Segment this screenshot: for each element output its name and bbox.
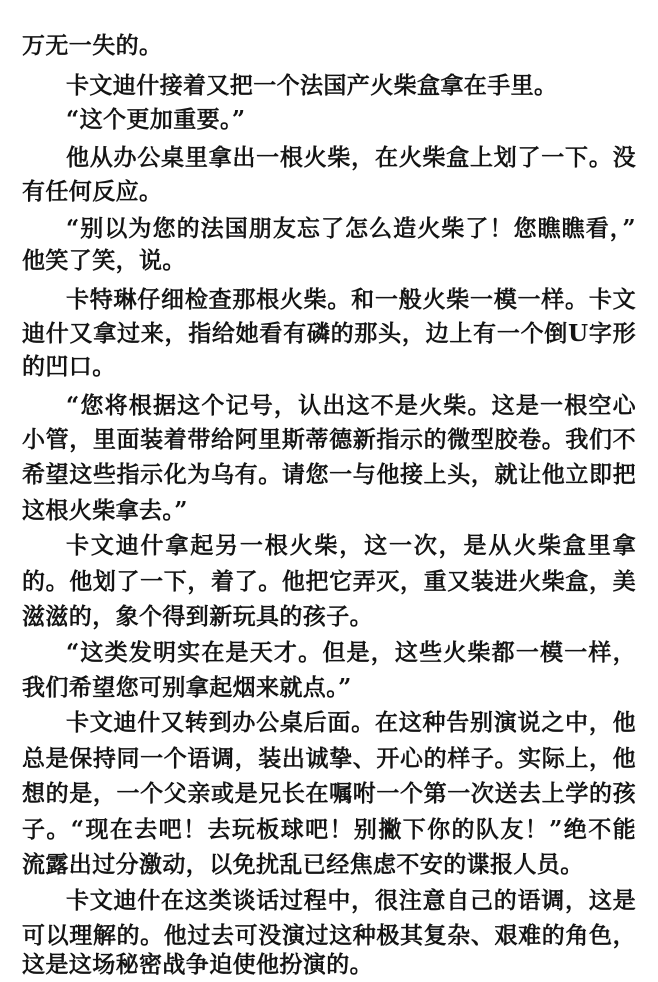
text-line: 卡文迪什在这类谈话过程中，很注意自己的语调，这是 xyxy=(66,887,636,914)
text-line: 迪什又拿过来，指给她看有磷的那头，边上有一个倒U字形 xyxy=(22,320,636,347)
text-line: “这类发明实在是天才。但是，这些火柴都一模一样， xyxy=(66,639,636,666)
text-line: 的。他划了一下，着了。他把它弄灭，重又装进火柴盒，美 xyxy=(22,568,636,595)
text-line: “您将根据这个记号，认出这不是火柴。这是一根空心 xyxy=(66,392,636,419)
text-line: 这是这场秘密战争迫使他扮演的。 xyxy=(22,951,373,978)
text-line: 万无一失的。 xyxy=(22,32,163,59)
text-line: 总是保持同一个语调，装出诚挚、开心的样子。实际上，他 xyxy=(22,745,636,772)
text-line: 的凹口。 xyxy=(22,353,116,380)
text-line: 他笑了笑，说。 xyxy=(22,247,186,274)
text-line: 卡文迪什又转到办公桌后面。在这种告别演说之中，他 xyxy=(66,709,636,736)
text-line: “别以为您的法国朋友忘了怎么造火柴了！您瞧瞧看，” xyxy=(66,215,636,242)
text-line: 我们希望您可别拿起烟来就点。” xyxy=(22,674,352,701)
text-line: 可以理解的。他过去可没演过这种极其复杂、艰难的角色， xyxy=(22,922,636,949)
text-line: 有任何反应。 xyxy=(22,178,163,205)
text-line: 子。“现在去吧！去玩板球吧！别撇下你的队友！”绝不能 xyxy=(22,816,636,843)
text-line: 卡特琳仔细检查那根火柴。和一般火柴一模一样。卡文 xyxy=(66,286,636,313)
text-line: 希望这些指示化为乌有。请您一与他接上头，就让他立即把 xyxy=(22,461,636,488)
text-line: 滋滋的，象个得到新玩具的孩子。 xyxy=(22,603,373,630)
text-line: 流露出过分激动，以免扰乱已经焦虑不安的谍报人员。 xyxy=(22,851,584,878)
text-line: “这个更加重要。” xyxy=(66,106,246,133)
text-line: 卡文迪什接着又把一个法国产火柴盒拿在手里。 xyxy=(66,72,558,99)
text-line: 小管，里面装着带给阿里斯蒂德新指示的微型胶卷。我们不 xyxy=(22,426,636,453)
text-line: 想的是，一个父亲或是兄长在嘱咐一个第一次送去上学的孩 xyxy=(22,780,636,807)
text-line: 这根火柴拿去。” xyxy=(22,497,188,524)
text-line: 他从办公桌里拿出一根火柴，在火柴盒上划了一下。没 xyxy=(66,144,636,171)
text-line: 卡文迪什拿起另一根火柴，这一次，是从火柴盒里拿 xyxy=(66,532,636,559)
